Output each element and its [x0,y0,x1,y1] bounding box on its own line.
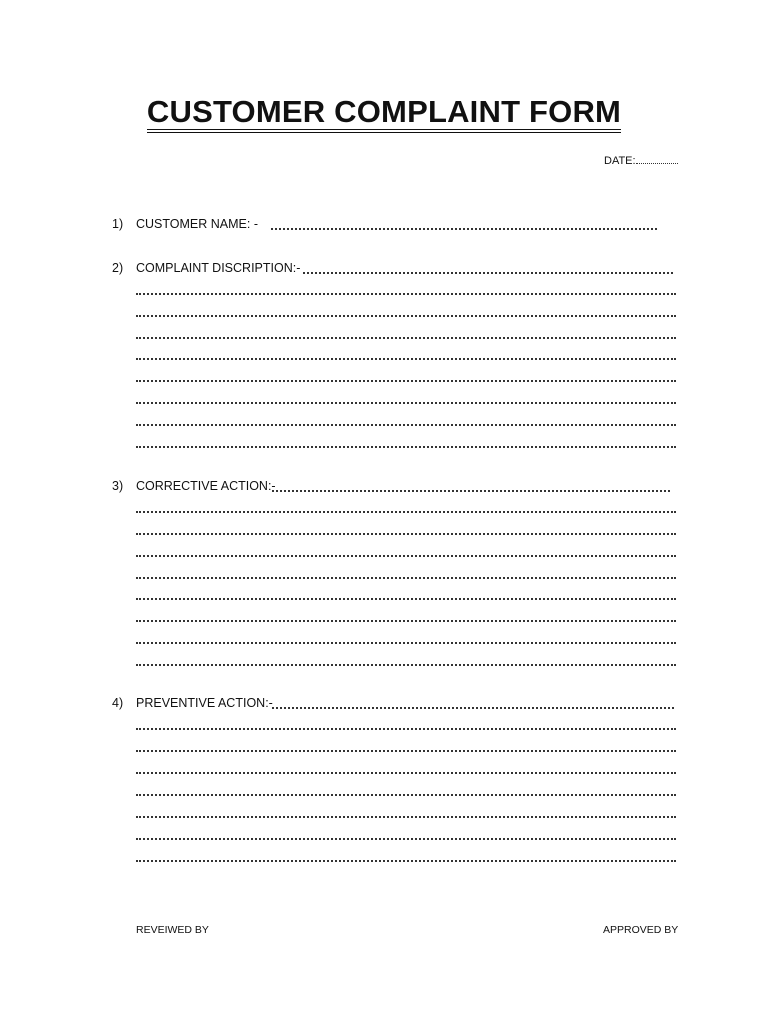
complaint-description-line[interactable] [136,402,676,404]
preventive-action-line[interactable] [136,772,676,774]
complaint-description-line[interactable] [136,424,676,426]
item-number: 1) [112,217,124,231]
complaint-description-line[interactable] [136,446,676,448]
customer-name-blank-line[interactable] [271,228,657,230]
date-field [604,154,678,167]
complaint-description-blank-line[interactable] [303,272,673,274]
preventive-action-line[interactable] [136,860,676,862]
preventive-action-line[interactable] [136,794,676,796]
form-title-text: CUSTOMER COMPLAINT FORM [147,94,621,133]
preventive-action-line[interactable] [136,816,676,818]
preventive-action-line[interactable] [136,728,676,730]
corrective-action-line[interactable] [136,555,676,557]
form-title [0,94,768,133]
complaint-description-line[interactable] [136,315,676,317]
complaint-description-line[interactable] [136,337,676,339]
complaint-description-line[interactable] [136,293,676,295]
preventive-action-label: PREVENTIVE ACTION:- [136,696,273,710]
corrective-action-blank-line[interactable] [272,490,670,492]
item-number: 4) [112,696,124,710]
item-number: 3) [112,479,124,493]
corrective-action-line[interactable] [136,642,676,644]
preventive-action-blank-line[interactable] [272,707,674,709]
date-label: DATE: [604,155,636,167]
customer-name-label: CUSTOMER NAME: - [136,217,258,231]
complaint-description-line[interactable] [136,358,676,360]
corrective-action-line[interactable] [136,577,676,579]
corrective-action-line[interactable] [136,664,676,666]
complaint-description-label: COMPLAINT DISCRIPTION:- [136,261,301,275]
reviewed-by-label: REVEIWED BY [136,924,209,936]
corrective-action-line[interactable] [136,511,676,513]
corrective-action-label: CORRECTIVE ACTION:- [136,479,276,493]
approved-by-label: APPROVED BY [603,924,679,936]
preventive-action-line[interactable] [136,750,676,752]
item-number: 2) [112,261,124,275]
complaint-description-line[interactable] [136,380,676,382]
preventive-action-line[interactable] [136,838,676,840]
corrective-action-line[interactable] [136,533,676,535]
date-blank-line[interactable] [636,154,678,164]
corrective-action-line[interactable] [136,598,676,600]
corrective-action-line[interactable] [136,620,676,622]
